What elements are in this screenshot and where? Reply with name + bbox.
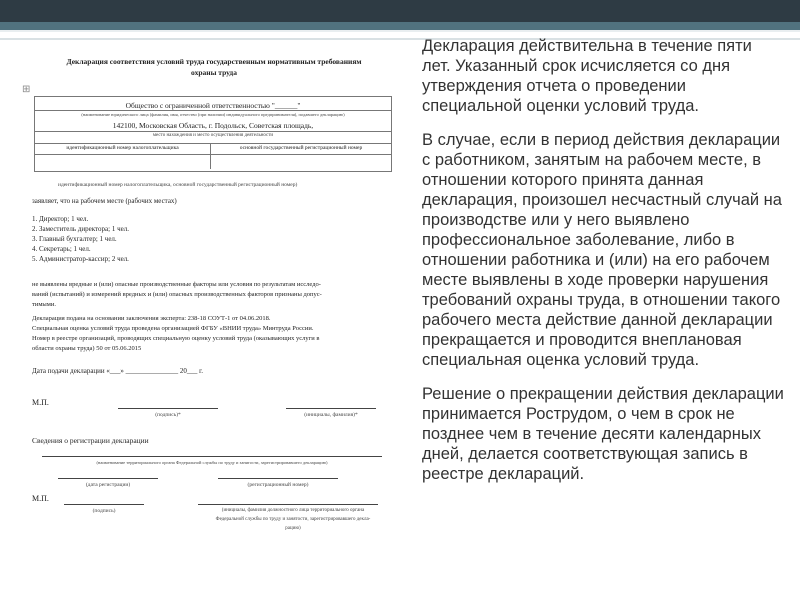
- company-name: Общество с ограниченной ответственностью "______": [125, 101, 301, 110]
- mp-label: М.П.: [32, 398, 49, 407]
- document-title: Декларация соответствия условий труда государственным нормативным требованиям охраны труда: [66, 57, 362, 77]
- header-bar: [0, 0, 800, 22]
- ogrn-label: основной государственный регистрационный номер: [239, 145, 363, 151]
- signature2-caption: (подпись): [92, 508, 116, 514]
- declares-text: заявляет, что на рабочем месте (рабочих местах): [32, 197, 177, 205]
- workplace-item: 2. Заместитель директора; 1 чел.: [32, 225, 129, 233]
- reg-date-line: [58, 478, 158, 479]
- workplace-list: [32, 214, 392, 264]
- registration-line: [42, 456, 382, 457]
- signature2-line: [64, 504, 144, 505]
- workplace-item: 5. Администратор-кассир; 2 чел.: [32, 255, 129, 263]
- findings-text: не выявлены вредные и (или) опасные производственные факторы или условия по результатам исследо- ваний (испытаний) и измерений вредных и (или) опасных производственных факторов признаны допус- тимыми.: [32, 281, 322, 308]
- registration-heading: Сведения о регистрации декларации: [32, 436, 149, 445]
- header-accent-bar: [0, 22, 800, 30]
- reg-date-caption: (дата регистрации): [85, 482, 131, 488]
- registration-caption: (наименование территориального органа Федеральной службы по труду и занятости, зарегистрировавшего декларацию): [96, 460, 328, 465]
- official-caption: (инициалы, фамилия должностного лица территориального органа Федеральной службы по труду и занятости, зарегистрировавшего декла- рацию): [215, 508, 371, 531]
- paragraph-termination-cases: В случае, если в период действия декларации с работником, занятым на рабочем месте, в отношении которого принята данная декларация, произошел несчастный случай на производстве или у него выявлено профессиональное заболевание, либо в отношении работника и (или) на его рабочем месте выявлены в ходе проверки нарушения требований охраны труда, в отношении такого рабочего места действие данной декларации прекращается и проводится внеплановая специальная оценка условий труда.: [422, 131, 782, 369]
- workplace-item: 3. Главный бухгалтер; 1 чел.: [32, 235, 117, 243]
- initials-line: [286, 408, 376, 409]
- workplace-item: 4. Секретарь; 1 чел.: [32, 245, 91, 253]
- paragraph-validity: Декларация действительна в течение пяти лет. Указанный срок исчисляется со дня утверждения отчета о проведении специальной оценки условий труда.: [422, 37, 752, 115]
- numbers-caption: идентификационный номер налогоплательщика, основной государственный регистрационный номер): [58, 182, 298, 188]
- paragraph-rostrud-decision: Решение о прекращении действия декларации принимается Рострудом, о чем в срок не позднее чем в течение десяти календарных дней, делается соответствующая запись в реестре деклараций.: [422, 385, 784, 483]
- mp2-label: М.П.: [32, 494, 49, 503]
- header-divider: [0, 30, 800, 32]
- signature-caption: (подпись)*: [155, 412, 181, 418]
- workplace-item: 1. Директор; 1 чел.: [32, 215, 89, 223]
- company-address: 142100, Московская Область, г. Подольск, Советская площадь,: [112, 121, 314, 130]
- explanation-text: [404, 36, 784, 498]
- basis-text: Декларация подана на основании заключения эксперта: 238-18 СОУТ-1 от 04.06.2018. Специальная оценка условий труда проведена организацией ФГБУ «ВНИИ труда» Минтруда России. Номер в реестре организаций, проводящих специальную оценку условий труда (оказывающих услуги в области охраны труда) 50 от 05.06.2015: [32, 315, 320, 352]
- move-handle-icon[interactable]: ⊞: [22, 84, 31, 95]
- company-caption: (наименование юридического лица (фамилия, имя, отчество (при наличии) индивидуального предпринимателя), подавшего декларацию): [81, 112, 345, 117]
- address-caption: место нахождения и место осуществления деятельности: [152, 133, 274, 138]
- official-line: [198, 504, 378, 505]
- submit-date: Дата подачи декларации «___» _______________ 20___ г.: [32, 367, 203, 375]
- reg-number-line: [218, 478, 338, 479]
- company-info-box: [34, 96, 392, 172]
- reg-number-caption: (регистрационный номер): [247, 482, 309, 488]
- inn-label: идентификационный номер налогоплательщика: [66, 145, 179, 151]
- declaration-document: [18, 50, 404, 595]
- initials-caption: (инициалы, фамилия)*: [304, 412, 358, 418]
- signature-line: [118, 408, 218, 409]
